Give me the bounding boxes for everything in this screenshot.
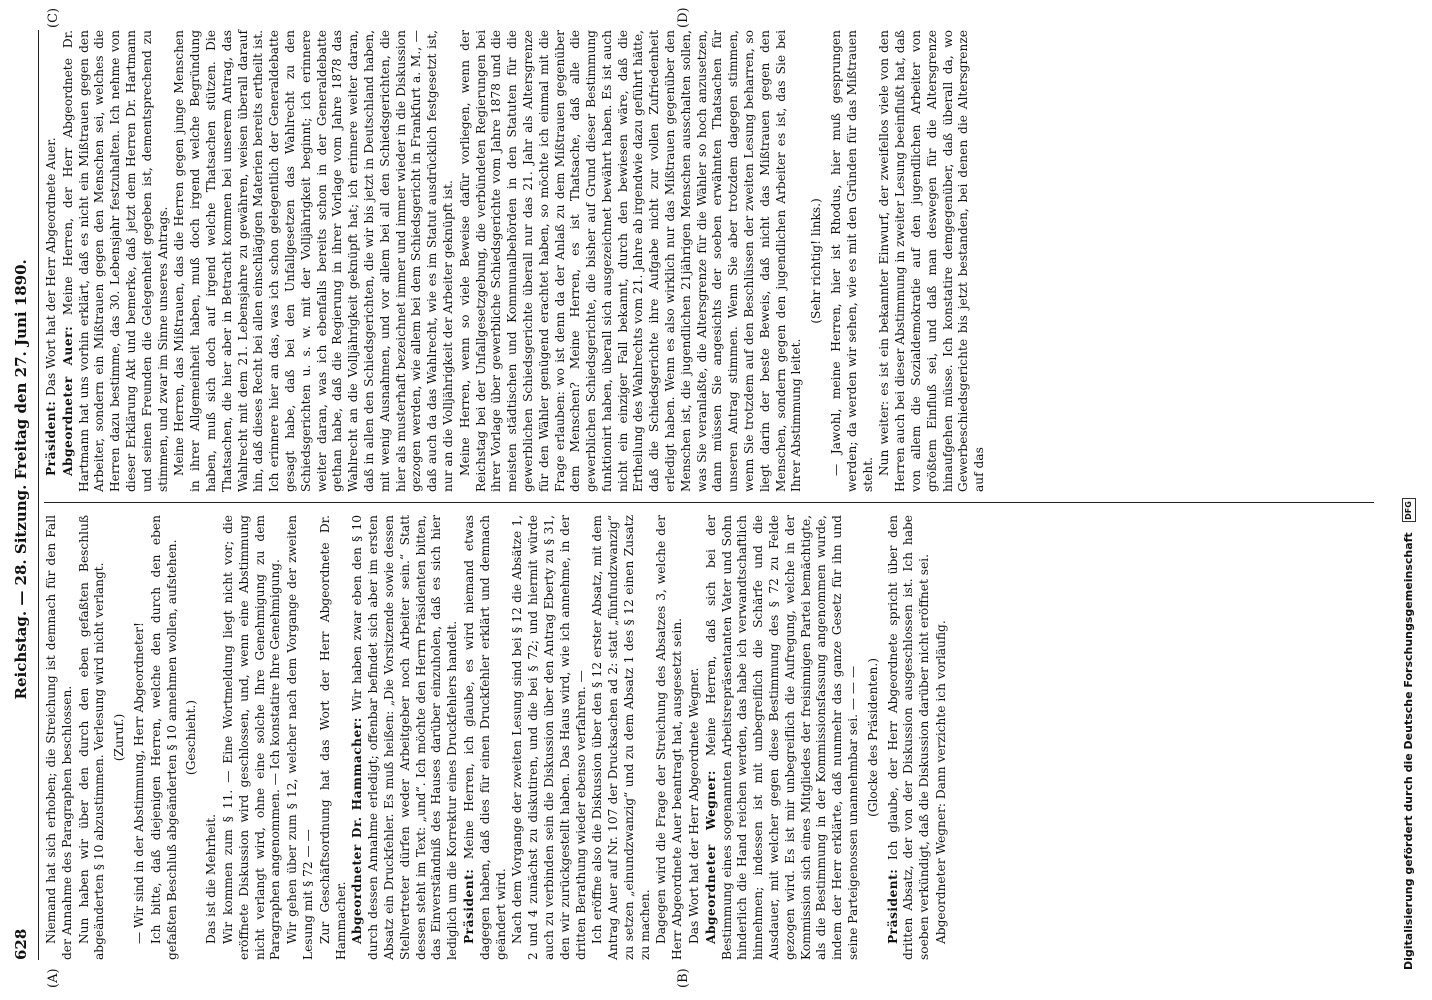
paragraph-text: Nach dem Vorgange der zweiten Lesung sind bei § 12 die Absätze 1, 2 und 4 zunächst zu diskutiren, und die bei § 72; und hiermit würde auch zu verbinden sein die Diskussion über den Antrag Eberty zu § 31, den wir zurückgestellt haben. Das Haus wird, wie ich annehme, in der dritten Berathung wieder ebenso verfahren. — xyxy=(510,515,588,960)
paragraph-text: Das Wort hat der Herr Abgeordnete Auer. xyxy=(44,137,58,397)
stage-direction xyxy=(112,515,128,960)
paragraph-text: Das ist die Mehrheit. xyxy=(204,814,219,944)
paragraph xyxy=(590,515,653,960)
paragraph xyxy=(221,515,284,960)
stage-direction xyxy=(184,515,200,960)
paragraph xyxy=(829,30,876,492)
left-column xyxy=(44,515,1384,960)
paragraph xyxy=(132,515,148,960)
margin-mark-b: (B) xyxy=(676,968,691,988)
margin-mark-a: (A) xyxy=(46,968,61,988)
paragraph-text: Ich eröffne also die Diskussion über den § 12 erster Absatz, mit dem Antrag Auer auf Nr. 107 der Drucksachen ad 2: statt „fünfundzwanzig“ zu setzen „einundzwanzig“ und zu dem Absatz 1 des § 12 einen Zusatz zu machen. xyxy=(590,515,652,960)
paragraph-text: Nun haben wir über den durch den eben gefaßten Beschluß abgeänderten § 10 abzustimmen. Verlesung wird nicht verlangt. xyxy=(76,515,107,960)
header-rule xyxy=(38,30,39,960)
paragraph-text: Wir haben zwar eben den § 10 durch dessen Annahme erledigt; offenbar befindet sich aber im ersten Absatz ein Druckfehler. Es muß heißen: „Die Vorsitzende sowie dessen Stellvertreter dürfen weder Arbeitgeber noch Arbeiter sein.“ Statt dessen steht im Text: „und“. Ich möchte den Herrn Präsidenten bitten, das Einverständniß des Hauses darüber einzuholen, daß es sich hier lediglich um die Korrektur eines Druckfehlers handelt. xyxy=(350,515,460,960)
paragraph-text: Wir gehen über zum § 12, welcher nach dem Vorgange der zweiten Lesung mit § 72 — — xyxy=(285,515,315,960)
paragraph-text: Meine Herren, der Herr Abgeordnete Dr. Hartmann hat uns vorhin erklärt, daß es nicht ein Mißtrauen gegen den Arbeiter, sondern ein Mißtrauen gegen den Menschen sei, welches die Herren dazu bestimme, das 30. Lebensjahr festzuhalten. Ich nehme von dieser Erklärung Akt und bemerke, daß jetzt dem Herren Dr. Hartmann und seinen Freunden die Gelegenheit gegeben ist, dementsprechend zu stimmen, und zwar im Sinne unseres Antrags. xyxy=(60,30,170,492)
paragraph-text: Dagegen wird die Frage der Streichung des Absatzes 3, welche der Herr Abgeordnete Auer beantragt hat, ausgesetzt sein. xyxy=(654,515,685,960)
paragraph xyxy=(149,515,181,960)
paragraph xyxy=(350,515,461,960)
paragraph xyxy=(44,30,60,492)
paragraph xyxy=(704,515,862,960)
right-column xyxy=(44,30,1384,492)
page-title: Reichstag. — 28. Sitzung. Freitag den 27. Juni 1890. xyxy=(12,259,30,700)
paragraph xyxy=(285,515,317,960)
speaker-name: Abgeordneter Auer: xyxy=(60,315,75,476)
paragraph-text: (Sehr richtig! links.) xyxy=(809,198,824,324)
page-header xyxy=(6,30,36,960)
stage-direction xyxy=(866,515,882,960)
speaker-name: Abgeordneter Wegner: xyxy=(703,756,718,944)
paragraph xyxy=(44,515,76,960)
paragraph xyxy=(172,30,456,492)
paragraph xyxy=(877,30,988,492)
paragraph-text: Zur Geschäftsordnung hat das Wort der Herr Abgeordnete Dr. Hammacher. xyxy=(317,515,348,960)
page-number: 628 xyxy=(12,928,30,960)
paragraph-text: Meine Herren, wenn so viele Beweise dafür vorliegen, wenn der Reichstag bei der Unfallgesetzgebung, die verbündeten Regierungen bei ihrer Vorlage über gewerbliche Schiedsgerichte vom Jahre 1878 und die meisten städtischen und Kommunalbehörden in den Statuten für die gewerblichen Schiedsgerichte überall nur das 21. Jahr als Altersgrenze für den Wähler genügend erachtet haben, so möchte ich einmal mit die Frage erlauben: wo ist denn da der Anlaß zu dem Mißtrauen gegenüber dem Menschen? Meine Herren, es ist Thatsache, daß alle die gewerblichen Schiedsgerichte, die bisher auf Grund dieser Bestimmung funktionirt haben, überall sich ausgezeichnet bewährt haben. Es ist auch nicht ein einziger Fall bekannt, durch den bewiesen wäre, daß die Ertheilung des Wahlrechts vom 21. Jahre ab irgendwie dazu geführt hätte, daß die Schiedsgerichte ihre Aufgabe nicht zur vollen Zufriedenheit erledigt haben. Wenn es also wirklich nur das Mißtrauen gegenüber den Menschen ist, die jugendlichen 21jährigen Menschen ausschalten sollen, was Sie veranlaßte, die Altersgrenze für die Wähler so hoch anzusetzen, dann müssen Sie angesichts der soeben erwähnten Thatsachen für unseren Antrag stimmen. Wenn Sie aber trotzdem dagegen stimmen, wenn Sie trotzdem auf den Beschlüssen der zweiten Lesung beharren, so liegt darin der beste Beweis, daß nicht das Mißtrauen gegen den Menschen, sondern gegen den jugendlichen Arbeiter es ist, das Sie bei Ihrer Abstimmung leitet. xyxy=(457,30,804,492)
stage-direction xyxy=(809,30,825,492)
paragraph xyxy=(458,30,806,492)
paragraph xyxy=(318,515,350,960)
paragraph-text: Wir kommen zum § 11. — Eine Wortmeldung liegt nicht vor; die eröffnete Diskussion wird geschlossen, und, wenn eine Abstimmung nicht verlangt wird, ohne eine solche Ihre Genehmigung zu dem Paragraphen angenommen. — Ich konstatire Ihre Genehmigung. xyxy=(220,515,283,960)
paragraph-text: (Geschieht.) xyxy=(184,699,199,776)
paragraph xyxy=(934,515,950,960)
paragraph-text: Ich glaube, der Herr Abgeordnete spricht über den dritten Absatz, der von der Diskussion ausgeschlossen ist. Ich habe soeben verkündigt, daß die Diskussion darüber nicht eröffnet sei. xyxy=(885,515,932,960)
paragraph xyxy=(510,515,589,960)
paragraph-text: Niemand hat sich erhoben; die Streichung ist demnach für den Fall der Annahme des Paragraphen beschlossen. xyxy=(44,515,74,960)
paragraph-text: Meine Herren, ich glaube, es wird niemand etwas dagegen haben, daß dies für einen Druckfehler erklärt und demnach geändert wird. xyxy=(461,515,508,960)
speaker-name: Präsident: xyxy=(44,396,58,476)
margin-mark-d: (D) xyxy=(676,7,691,28)
digitization-note xyxy=(1402,498,1416,970)
paragraph xyxy=(462,515,509,960)
paragraph-text: Das Wort hat der Herr Abgeordnete Wegner. xyxy=(687,667,702,944)
digitization-text: Digitalisierung gefördert durch die Deutsche Forschungsgemeinschaft xyxy=(1402,532,1415,970)
speaker-name: Präsident: xyxy=(461,859,476,944)
paragraph-text: Meine Herren, das Mißtrauen, das die Herren gegen junge Menschen in ihrer Allgemeinheit haben, muß doch irgend welche Begründung haben, muß sich doch auf irgend welche Thatsachen stützen. Die Thatsachen, die hier aber in Betracht kommen bei unserem Antrag, das Wahlrecht mit dem 21. Lebensjahre zu gewähren, weisen überall darauf hin, daß dieses Recht bei allen einschlägigen Materien bereits ertheilt ist. Ich erinnere hier an das, was ich schon gelegentlich der Generaldebatte gesagt habe, daß bei den Unfallgesetzen das Wahlrecht zu den Schiedsgerichten u. s. w. mit der Volljährigkeit beginnt; ich erinnere weiter daran, was ich ebenfalls bereits schon in der Generaldebatte gethan habe, daß die Regierung in ihrer Vorlage vom Jahre 1878 das Wahlrecht an die Volljährigkeit geknüpft hat; ich erinnere weiter daran, daß in allen den Schiedsgerichten, die wir bis jetzt in Deutschland haben, mit wenig Ausnahmen, und vor allem bei all den Schiedsgerichten, die hier als musterhaft bezeichnet immer und immer wieder in die Diskussion gezogen werden, wie allem bei dem Schiedsgericht in Frankfurt a. M., — daß auch da das Wahlrecht, wie es im Statut ausdrücklich festgesetzt ist, nur an die Volljährigkeit der Arbeiter geknüpft ist. xyxy=(172,30,455,492)
paragraph-text: Meine Herren, daß sich bei der Bestimmung eines sogenannten Arbeitsrepräsentanten Vater und Sohn hinderlich die Hand reichen werden, das habe ich verwandtschaftlich hinnehmen; indessen ist mit unbegreiflich die Schärfe und die Ausdauer, mit welcher gegen diese Bestimmung des § 72 zu Felde gezogen wird. Es ist mir unbegreiflich die Aufregung, welche in der Kommission sich eines Mitgliedes der freisinnigen Partei bemächtigte, als die Bestimmung in der Kommissionsfassung angenommen wurde, indem der Herr erklärte, daß nunmehr das ganze Gesetz für ihn und seine Parteigenossen unannehmbar sei. — — — xyxy=(703,515,861,960)
paragraph-text: Nun weiter: es ist ein bekannter Einwurf, der zweifellos viele von den Herren auch bei dieser Abstimmung in zweiter Lesung beeinflußt hat, daß von allem die Sozialdemokratie auf den jugendlichen Arbeiter von größtem Einfluß sei, und daß man deswegen für die Altersgrenze hinaufgehen müsse. Ich konstatire demgegenüber, daß überall da, wo Gewerbeschiedsgerichte bis jetzt bestanden, bei denen die Altersgrenze auf das xyxy=(877,30,987,492)
paragraph xyxy=(77,515,109,960)
paragraph-text: Abgeordneter Wegner: Dann verzichte ich vorläufig. xyxy=(934,620,949,944)
margin-mark-c: (C) xyxy=(46,7,61,28)
paragraph xyxy=(61,30,172,492)
paragraph-text: Ich bitte, daß diejenigen Herren, welche den durch den eben gefaßten Beschluß abgeänderten § 10 annehmen wollen, aufstehen. xyxy=(148,515,179,960)
paragraph-text: — Jawohl, meine Herren, hier ist Rhodus, hier muß gesprungen werden; da werden wir sehen, wie es mit den Gründen für das Mißtrauen steht. xyxy=(829,30,875,492)
column-rule xyxy=(44,502,1374,503)
speaker-name: Abgeordneter Dr. Hammacher: xyxy=(350,711,365,944)
paragraph-text: (Zuruf.) xyxy=(112,713,127,762)
paragraph xyxy=(687,515,703,960)
paragraph-text: (Glocke des Präsidenten.) xyxy=(865,657,880,818)
paragraph xyxy=(886,515,933,960)
dfg-logo-icon: DFG xyxy=(1402,498,1416,522)
paragraph xyxy=(654,515,686,960)
paragraph xyxy=(204,515,220,960)
speaker-name: Präsident: xyxy=(885,860,900,944)
paragraph-text: — Wir sind in der Abstimmung, Herr Abgeordneter! xyxy=(131,622,146,944)
